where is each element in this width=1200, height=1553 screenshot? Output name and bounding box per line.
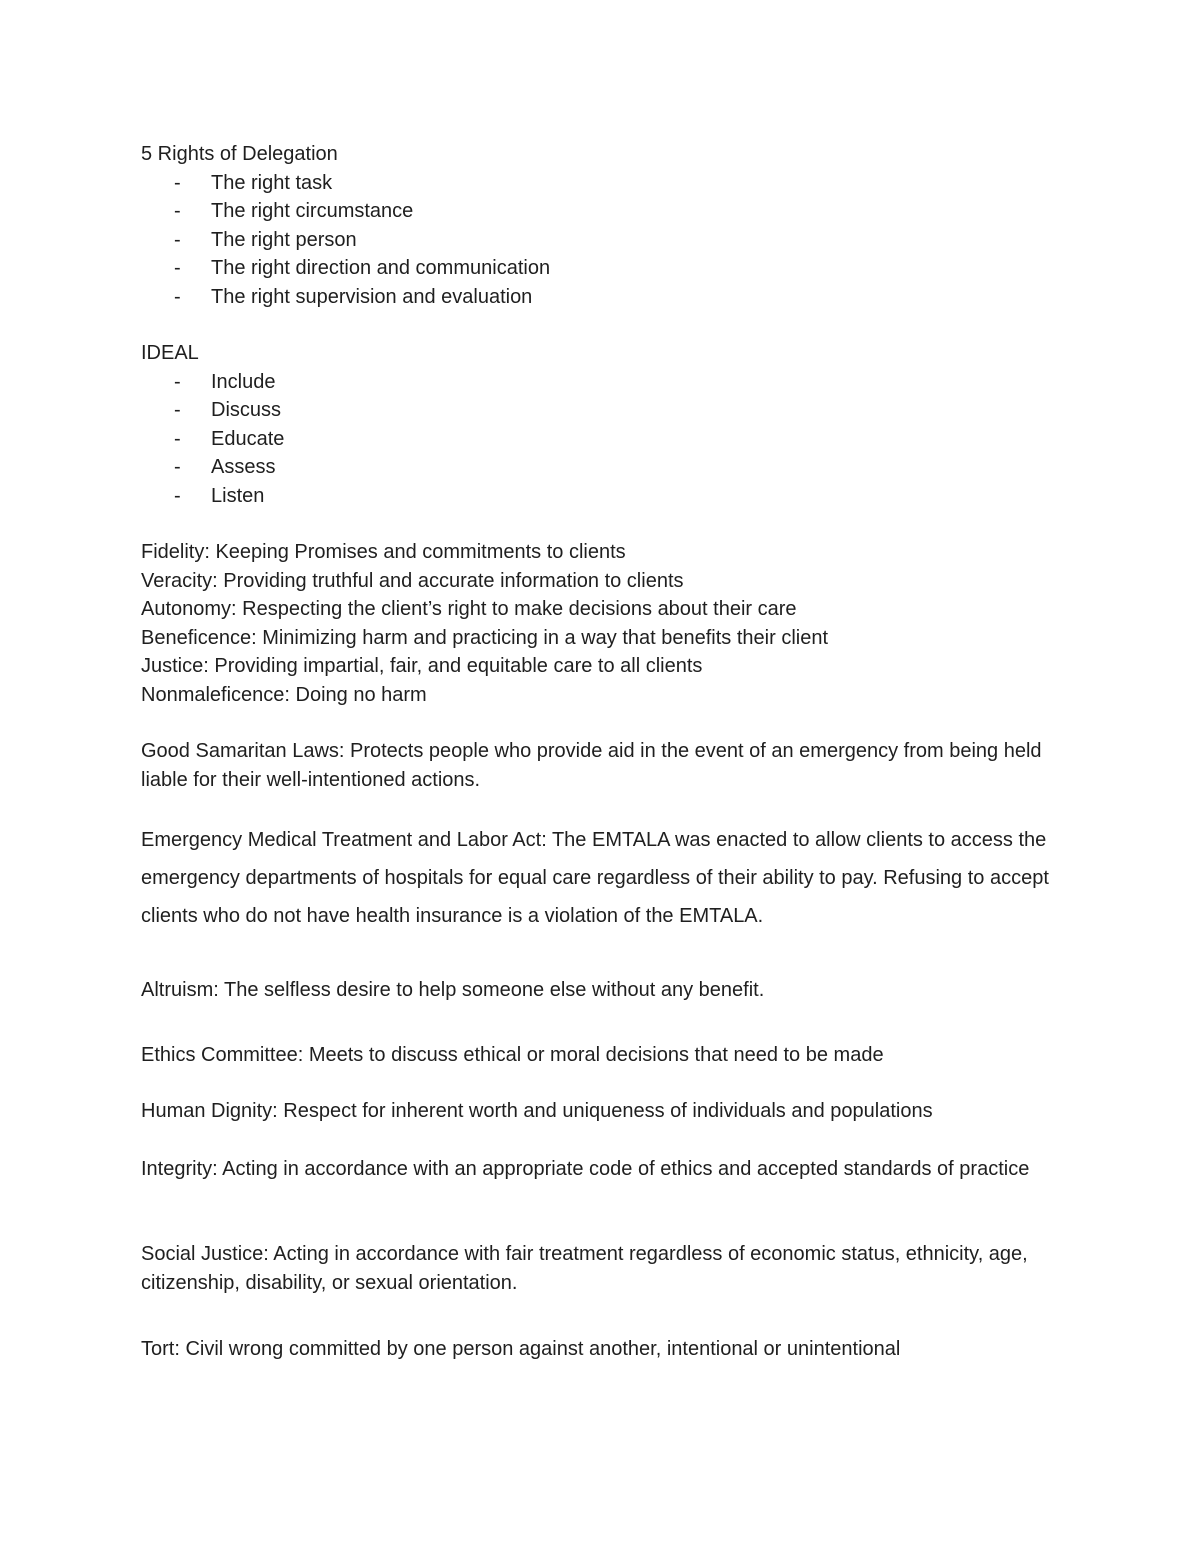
delegation-title: 5 Rights of Delegation [141, 143, 338, 165]
emtala-paragraph: Emergency Medical Treatment and Labor Act: The EMTALA was enacted to allow clients to access the emergency departments of hospitals for equal care regardless of their ability to pay. Refusing to accept clients who do not have health insurance is a violation of the EMTALA. [141, 829, 1049, 927]
ideal-section [141, 339, 1071, 510]
principle-nonmaleficence: Nonmaleficence: Doing no harm [141, 683, 427, 706]
dash-bullet: - [174, 370, 181, 393]
principle-autonomy: Autonomy: Respecting the client’s right to make decisions about their care [141, 598, 797, 620]
ethical-principles-section [141, 538, 1071, 709]
principle-beneficence: Beneficence: Minimizing harm and practicing in a way that benefits their client [141, 626, 829, 649]
list-item: - The right direction and communication [141, 254, 1071, 283]
list-item: - The right circumstance [141, 197, 1071, 226]
dash-bullet: - [174, 427, 181, 450]
dash-bullet: - [174, 484, 181, 507]
list-item: - Listen [141, 482, 1071, 511]
list-item: - Assess [141, 453, 1071, 482]
dash-bullet: - [174, 456, 181, 478]
principle-justice: Justice: Providing impartial, fair, and equitable care to all clients [141, 655, 703, 677]
list-item: - Discuss [141, 396, 1071, 425]
dash-bullet: - [174, 171, 181, 194]
list-item: - The right task [141, 169, 1071, 198]
social-justice-paragraph: Social Justice: Acting in accordance with fair treatment regardless of economic status, ethnicity, age, citizenship, disability, or sexual orientation. [141, 1243, 1028, 1294]
integrity-paragraph: Integrity: Acting in accordance with an appropriate code of ethics and accepted standards of practice [141, 1158, 1030, 1180]
tort-paragraph: Tort: Civil wrong committed by one person against another, intentional or unintentional [141, 1338, 901, 1360]
ideal-title: IDEAL [141, 342, 199, 364]
good-samaritan-paragraph: Good Samaritan Laws: Protects people who provide aid in the event of an emergency from being held liable for their well-intentioned actions. [141, 740, 1042, 791]
list-item: - The right supervision and evaluation [141, 283, 1071, 312]
ethics-committee-paragraph: Ethics Committee: Meets to discuss ethical or moral decisions that need to be made [141, 1044, 884, 1066]
human-dignity-paragraph: Human Dignity: Respect for inherent worth and uniqueness of individuals and populations [141, 1100, 933, 1122]
principle-veracity: Veracity: Providing truthful and accurate information to clients [141, 569, 684, 592]
principle-fidelity: Fidelity: Keeping Promises and commitments to clients [141, 541, 626, 563]
list-item: - The right person [141, 226, 1071, 255]
ideal-list [141, 368, 1071, 511]
altruism-paragraph: Altruism: The selfless desire to help someone else without any benefit. [141, 979, 765, 1001]
dash-bullet: - [174, 200, 181, 222]
delegation-list [141, 169, 1071, 312]
list-item: - Include [141, 368, 1071, 397]
delegation-section [141, 140, 1071, 311]
dash-bullet: - [174, 257, 181, 279]
list-item: - Educate [141, 425, 1071, 454]
dash-bullet: - [174, 228, 181, 251]
dash-bullet: - [174, 285, 181, 308]
dash-bullet: - [174, 399, 181, 421]
